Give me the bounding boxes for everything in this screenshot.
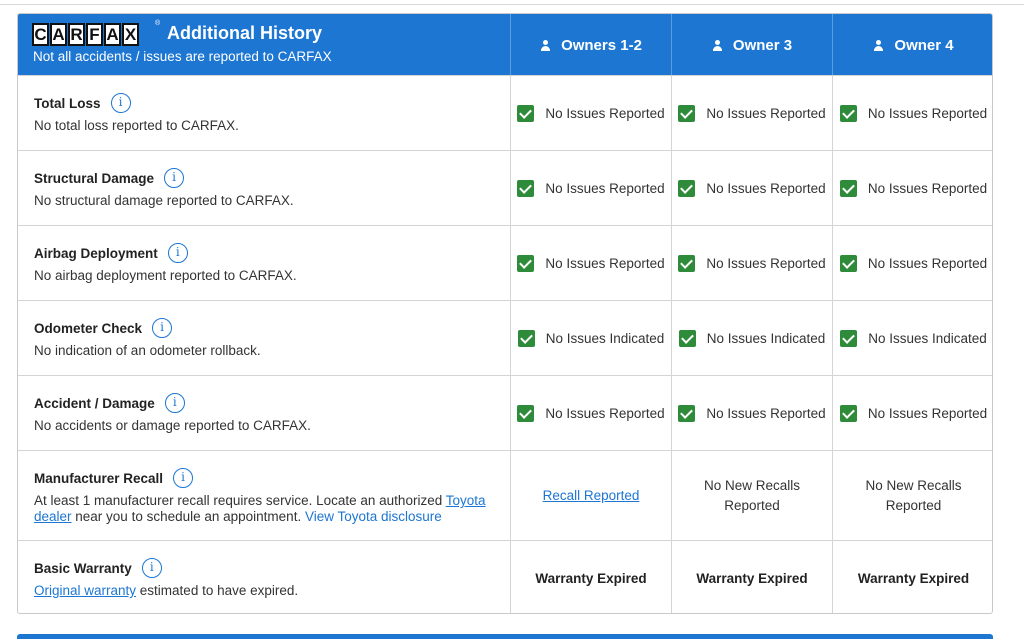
top-divider (0, 4, 1024, 5)
status-cell (671, 376, 832, 450)
toyota-disclosure-link[interactable]: View Toyota disclosure (304, 509, 442, 524)
status-text: No Issues Reported (867, 105, 988, 121)
logo-letter: A (104, 23, 121, 46)
table-row-accident-damage (18, 375, 993, 450)
row-title (34, 243, 188, 263)
checkbox-checked-icon (517, 405, 534, 422)
status-cell (832, 301, 993, 375)
row-title (34, 318, 172, 338)
row-title-text: Structural Damage (34, 170, 155, 186)
info-icon[interactable]: i (142, 558, 162, 578)
status-cell (832, 151, 993, 225)
checkbox-checked-icon (840, 330, 857, 347)
person-icon (540, 40, 551, 51)
status-text: No Issues Reported (545, 405, 665, 421)
next-section-header (17, 634, 993, 639)
row-title-text: Manufacturer Recall (34, 470, 164, 486)
status-cell (671, 226, 832, 300)
row-label-cell (18, 76, 510, 150)
history-table (17, 13, 993, 614)
checkbox-checked-icon (840, 180, 857, 197)
status-cell (671, 301, 832, 375)
row-description: No total loss reported to CARFAX. (34, 118, 239, 133)
checkbox-checked-icon (678, 180, 695, 197)
row-title-text: Accident / Damage (34, 395, 155, 411)
row-title (34, 168, 184, 188)
row-description (34, 493, 504, 525)
row-title-text: Airbag Deployment (34, 245, 158, 261)
table-row-airbag-deployment (18, 225, 993, 300)
status-cell (832, 226, 993, 300)
recall-status-text: No New Recalls (865, 477, 962, 493)
status-text: No Issues Reported (867, 255, 988, 271)
status-cell (832, 76, 993, 150)
row-title (34, 468, 193, 488)
checkbox-checked-icon (840, 255, 857, 272)
status-text: No Issues Reported (545, 255, 665, 271)
status-text: No Issues Reported (867, 180, 988, 196)
link-text: dealer (34, 509, 72, 524)
checkbox-checked-icon (840, 405, 857, 422)
table-row-total-loss (18, 75, 993, 150)
table-row-manufacturer-recall (18, 450, 993, 540)
row-title (34, 558, 162, 578)
checkbox-checked-icon (840, 105, 857, 122)
recall-status-text: Reported (885, 497, 942, 513)
recall-reported-link[interactable]: Recall Reported (542, 488, 640, 503)
row-label-cell (18, 541, 510, 614)
status-text: No Issues Reported (706, 255, 826, 271)
checkbox-checked-icon (517, 105, 534, 122)
owner-column-header-1[interactable] (510, 14, 671, 76)
row-title-text: Basic Warranty (34, 560, 132, 576)
status-cell (510, 376, 671, 450)
carfax-logo (32, 23, 139, 46)
logo-letter: X (122, 23, 139, 46)
status-text: No Issues Reported (706, 105, 826, 121)
recall-cell (671, 451, 832, 540)
status-text: No Issues Reported (706, 405, 826, 421)
status-text: No Issues Indicated (545, 330, 665, 346)
logo-letter: C (32, 23, 49, 46)
status-cell (510, 226, 671, 300)
section-title: Additional History (167, 23, 323, 43)
status-cell (671, 151, 832, 225)
brand-cell (18, 14, 510, 76)
status-text: No Issues Reported (867, 405, 988, 421)
recall-cell (832, 451, 993, 540)
checkbox-checked-icon (517, 255, 534, 272)
checkbox-checked-icon (678, 255, 695, 272)
checkbox-checked-icon (518, 330, 535, 347)
warranty-cell: Warranty Expired (671, 541, 832, 614)
table-row-odometer-check (18, 300, 993, 375)
warranty-cell: Warranty Expired (510, 541, 671, 614)
row-label-cell (18, 451, 510, 540)
info-icon[interactable]: i (164, 168, 184, 188)
status-cell (510, 301, 671, 375)
section-subtitle: Not all accidents / issues are reported to CARFAX (33, 49, 332, 64)
owner-label: Owner 4 (894, 36, 954, 54)
status-text: No Issues Indicated (706, 330, 826, 346)
row-title (34, 93, 131, 113)
warranty-desc-text: estimated to have expired. (136, 583, 299, 598)
info-icon[interactable]: i (173, 468, 193, 488)
owner-column-header-2[interactable] (671, 14, 832, 76)
row-description (34, 583, 298, 599)
row-label-cell (18, 301, 510, 375)
original-warranty-link[interactable]: Original warranty (34, 583, 137, 598)
person-icon (712, 40, 723, 51)
table-header (18, 14, 993, 76)
checkbox-checked-icon (678, 105, 695, 122)
row-description: No indication of an odometer rollback. (34, 343, 261, 358)
owner-label: Owner 3 (732, 36, 793, 54)
table-row-structural-damage (18, 150, 993, 225)
row-title-text: Odometer Check (34, 320, 143, 336)
status-text: No Issues Reported (545, 105, 665, 121)
link-text: Toyota (445, 493, 486, 508)
row-description: No airbag deployment reported to CARFAX. (34, 268, 297, 283)
recall-desc-text: At least 1 manufacturer recall requires service. Locate an authorized (34, 493, 446, 508)
status-text: No Issues Reported (706, 180, 826, 196)
info-icon[interactable]: i (152, 318, 172, 338)
row-title (34, 393, 185, 413)
recall-cell (510, 451, 671, 540)
row-title-text: Total Loss (34, 95, 101, 111)
checkbox-checked-icon (517, 180, 534, 197)
owner-label: Owners 1-2 (561, 36, 642, 54)
recall-status-text: Reported (724, 497, 780, 513)
row-label-cell (18, 226, 510, 300)
person-icon (873, 40, 884, 51)
logo-letter: R (68, 23, 85, 46)
recall-desc-text: near you to schedule an appointment. (71, 509, 305, 524)
recall-status-text: No New Recalls (703, 477, 801, 493)
row-description: No structural damage reported to CARFAX. (34, 193, 294, 208)
owner-column-header-3[interactable] (832, 14, 993, 76)
info-icon[interactable]: i (111, 93, 131, 113)
status-text: No Issues Indicated (868, 330, 987, 346)
checkbox-checked-icon (678, 405, 695, 422)
row-label-cell (18, 151, 510, 225)
registered-mark: ® (155, 20, 161, 27)
logo-letter: F (86, 23, 103, 46)
status-text: No Issues Reported (545, 180, 665, 196)
logo-letter: A (50, 23, 67, 46)
checkbox-checked-icon (679, 330, 696, 347)
table-row-basic-warranty (18, 540, 993, 614)
warranty-cell: Warranty Expired (832, 541, 993, 614)
row-label-cell (18, 376, 510, 450)
row-description: No accidents or damage reported to CARFAX. (34, 418, 311, 433)
info-icon[interactable]: i (168, 243, 188, 263)
status-cell (510, 151, 671, 225)
status-cell (832, 376, 993, 450)
status-cell (671, 76, 832, 150)
status-cell (510, 76, 671, 150)
info-icon[interactable]: i (165, 393, 185, 413)
